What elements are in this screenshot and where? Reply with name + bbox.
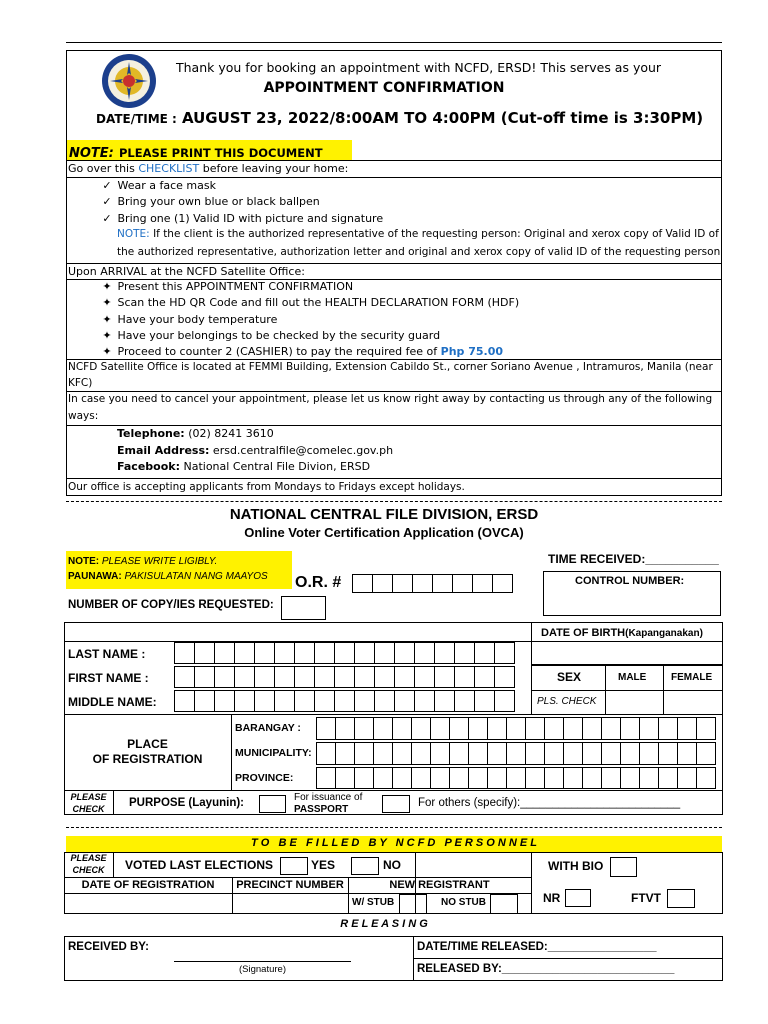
print-note-label: NOTE:: [69, 146, 114, 161]
province-boxes[interactable]: [316, 767, 715, 789]
input-cell[interactable]: [434, 642, 455, 664]
input-cell[interactable]: [372, 574, 393, 593]
or-label: O.R. #: [295, 574, 342, 591]
divider: [64, 877, 531, 878]
please-check-2: CHECK: [72, 804, 105, 814]
input-cell[interactable]: [274, 642, 295, 664]
office-hours: Our office is accepting applicants from Mondays to Fridays except holidays.: [68, 481, 465, 493]
last-name-boxes[interactable]: [174, 642, 514, 664]
input-cell[interactable]: [494, 666, 515, 688]
female-checkbox[interactable]: [664, 691, 722, 714]
input-cell[interactable]: [472, 574, 493, 593]
input-cell[interactable]: [414, 690, 435, 712]
voted-yes-checkbox[interactable]: [280, 857, 308, 875]
input-cell[interactable]: [468, 717, 488, 740]
input-cell[interactable]: [214, 666, 235, 688]
note-line: [68, 556, 217, 567]
arrival-heading: Upon ARRIVAL at the NCFD Satellite Office:: [68, 265, 305, 278]
pls-check-label: PLS. CHECK: [537, 696, 597, 707]
last-name-label: LAST NAME :: [68, 647, 146, 661]
input-cell[interactable]: [544, 742, 564, 765]
input-cell[interactable]: [449, 767, 469, 789]
input-cell[interactable]: [696, 767, 716, 789]
input-cell[interactable]: [335, 767, 355, 789]
input-cell[interactable]: [334, 690, 355, 712]
first-name-boxes[interactable]: [174, 666, 514, 688]
location-line2: KFC): [68, 377, 93, 389]
personnel-banner-text: T O B E F I L L E D B Y N C F D P E R S O N N E L: [250, 837, 538, 849]
input-cell[interactable]: [454, 642, 475, 664]
nr-label: NR: [543, 891, 561, 905]
releasing-label: R E L E A S I N G: [340, 918, 428, 930]
input-cell[interactable]: [334, 666, 355, 688]
check-item-text: Bring one (1) Valid ID with picture and signature: [117, 212, 384, 225]
dashed-separator: [66, 501, 722, 502]
divider: [231, 714, 232, 790]
divider: [64, 893, 531, 894]
municipality-label: MUNICIPALITY:: [235, 747, 312, 759]
arrival-item-5: [100, 345, 503, 358]
input-cell[interactable]: [430, 767, 450, 789]
input-cell[interactable]: [354, 717, 374, 740]
municipality-boxes[interactable]: [316, 742, 715, 765]
star-bullet-icon: ✦: [102, 345, 112, 358]
input-cell[interactable]: [274, 690, 295, 712]
precinct-label: PRECINCT NUMBER: [236, 879, 344, 891]
input-cell[interactable]: [294, 690, 315, 712]
personnel-check: CHECK: [72, 865, 105, 875]
issuance-line2: PASSPORT: [294, 804, 349, 815]
telephone-value: (02) 8241 3610: [188, 427, 274, 440]
star-bullet-icon: ✦: [102, 296, 112, 309]
arrival-item-2: [100, 296, 519, 309]
input-cell[interactable]: [314, 666, 335, 688]
input-cell[interactable]: [525, 742, 545, 765]
dob-label: [541, 627, 703, 639]
input-cell[interactable]: [394, 642, 415, 664]
input-cell[interactable]: [392, 717, 412, 740]
purpose-label: PURPOSE (Layunin):: [129, 797, 245, 809]
no-stub-checkbox[interactable]: [490, 894, 518, 914]
new-reg-label: NEW REGISTRANT: [389, 879, 490, 891]
input-cell[interactable]: [234, 642, 255, 664]
divider: [413, 958, 723, 959]
print-note-body: PLEASE PRINT THIS DOCUMENT: [118, 146, 323, 160]
input-cell[interactable]: [468, 742, 488, 765]
input-cell[interactable]: [394, 666, 415, 688]
input-cell[interactable]: [677, 717, 697, 740]
divider: [66, 263, 722, 264]
with-bio-checkbox[interactable]: [610, 857, 637, 877]
check-item-1: [100, 179, 216, 192]
email-label: Email Address:: [117, 444, 210, 457]
first-name-label: FIRST NAME :: [68, 671, 149, 685]
dob-text: DATE OF BIRTH: [541, 627, 626, 639]
input-cell[interactable]: [194, 642, 215, 664]
input-cell[interactable]: [373, 767, 393, 789]
input-cell[interactable]: [620, 717, 640, 740]
input-cell[interactable]: [454, 666, 475, 688]
others-checkbox[interactable]: [382, 795, 410, 813]
confirmation-title: APPOINTMENT CONFIRMATION: [263, 80, 505, 96]
copies-label: NUMBER OF COPY/IES REQUESTED:: [68, 599, 274, 611]
id-note-line1: [117, 228, 719, 240]
input-cell[interactable]: [392, 767, 412, 789]
input-cell[interactable]: [474, 690, 495, 712]
input-cell[interactable]: [474, 666, 495, 688]
input-cell[interactable]: [677, 767, 697, 789]
input-cell[interactable]: [334, 642, 355, 664]
input-cell[interactable]: [414, 666, 435, 688]
note-text: PLEASE WRITE LIGIBLY.: [101, 556, 218, 567]
cancel-line1: In case you need to cancel your appointment, please let us know right away by contacting us through any of the following: [68, 393, 713, 405]
input-cell[interactable]: [525, 767, 545, 789]
input-cell[interactable]: [430, 742, 450, 765]
input-cell[interactable]: [563, 767, 583, 789]
input-cell[interactable]: [563, 717, 583, 740]
barangay-boxes[interactable]: [316, 717, 715, 740]
input-cell[interactable]: [601, 717, 621, 740]
input-cell[interactable]: [506, 717, 526, 740]
input-cell[interactable]: [506, 742, 526, 765]
print-note-text: [69, 142, 323, 161]
input-cell[interactable]: [335, 717, 355, 740]
with-bio-label: WITH BIO: [548, 859, 604, 873]
input-cell[interactable]: [468, 767, 488, 789]
please-check-1: PLEASE: [70, 792, 107, 802]
input-cell[interactable]: [414, 642, 435, 664]
input-cell[interactable]: [254, 642, 275, 664]
male-label: MALE: [618, 672, 647, 683]
input-cell[interactable]: [354, 642, 375, 664]
female-label: FEMALE: [671, 672, 713, 683]
no-label: NO: [383, 858, 401, 872]
input-cell[interactable]: [394, 690, 415, 712]
check-item-text: Bring your own blue or black ballpen: [117, 195, 320, 208]
input-cell[interactable]: [316, 767, 336, 789]
email-row: [117, 444, 393, 457]
input-cell[interactable]: [411, 742, 431, 765]
divider: [66, 177, 722, 178]
divider: [66, 160, 722, 161]
input-cell[interactable]: [373, 717, 393, 740]
input-cell[interactable]: [658, 742, 678, 765]
input-cell[interactable]: [392, 574, 413, 593]
checklist-word: CHECKLIST: [138, 162, 200, 175]
form-title: NATIONAL CENTRAL FILE DIVISION, ERSD: [229, 506, 539, 523]
check-item-text: Wear a face mask: [117, 179, 216, 192]
arrival-item-text: Present this APPOINTMENT CONFIRMATION: [117, 280, 354, 293]
checklist-pre: Go over this: [68, 162, 135, 175]
input-cell[interactable]: [411, 717, 431, 740]
input-cell[interactable]: [563, 742, 583, 765]
ftvt-label: FTVT: [631, 891, 661, 905]
id-note-label: NOTE:: [117, 228, 150, 240]
cancel-line2: ways:: [68, 410, 99, 422]
arrival-item-3: [100, 313, 277, 326]
input-cell[interactable]: [194, 690, 215, 712]
input-cell[interactable]: [620, 742, 640, 765]
arrival-item-text: Have your body temperature: [117, 313, 278, 326]
divider: [113, 790, 114, 815]
input-cell[interactable]: [335, 742, 355, 765]
input-cell[interactable]: [658, 717, 678, 740]
check-item-3: [100, 212, 383, 225]
voted-no-checkbox[interactable]: [351, 857, 379, 875]
arrival-item-1: [100, 280, 353, 293]
arrival-item-text: Proceed to counter 2 (CASHIER) to pay the required fee of: [117, 345, 438, 358]
star-bullet-icon: ✦: [102, 313, 112, 326]
input-cell[interactable]: [234, 690, 255, 712]
check-item-2: [100, 195, 320, 208]
dob-input[interactable]: [531, 641, 723, 665]
input-cell[interactable]: [639, 767, 659, 789]
facebook-label: Facebook:: [117, 460, 180, 473]
released-by-label: RELEASED BY:___________________________: [417, 963, 675, 975]
telephone-row: [117, 427, 274, 440]
divider: [66, 425, 722, 426]
input-cell[interactable]: [373, 742, 393, 765]
others-label: For others (specify):_________________________: [418, 797, 681, 809]
input-cell[interactable]: [354, 666, 375, 688]
input-cell[interactable]: [492, 574, 513, 593]
voted-label: VOTED LAST ELECTIONS: [125, 858, 274, 872]
input-cell[interactable]: [677, 742, 697, 765]
input-cell[interactable]: [487, 742, 507, 765]
input-cell[interactable]: [174, 666, 195, 688]
input-cell[interactable]: [432, 574, 453, 593]
input-cell[interactable]: [582, 742, 602, 765]
yes-label: YES: [311, 858, 336, 872]
input-cell[interactable]: [474, 642, 495, 664]
checkmark-icon: ✓: [102, 195, 112, 208]
passport-checkbox[interactable]: [259, 795, 286, 813]
checklist-heading: [68, 162, 348, 175]
input-cell[interactable]: [639, 717, 659, 740]
input-cell[interactable]: [374, 642, 395, 664]
input-cell[interactable]: [487, 717, 507, 740]
checklist-post: before leaving your home:: [202, 162, 349, 175]
input-cell[interactable]: [354, 742, 374, 765]
signature-label: (Signature): [239, 964, 286, 975]
arrival-item-4: [100, 329, 440, 342]
divider: [531, 622, 532, 715]
control-number-label: CONTROL NUMBER:: [575, 575, 685, 587]
sex-label: SEX: [557, 670, 582, 684]
middle-name-boxes[interactable]: [174, 690, 514, 712]
input-cell[interactable]: [487, 767, 507, 789]
nr-checkbox[interactable]: [565, 889, 591, 907]
divider: [531, 665, 723, 666]
input-cell[interactable]: [506, 767, 526, 789]
input-cell[interactable]: [374, 666, 395, 688]
id-note-line2: the authorized representative, authorization letter and original and xerox copy of valid ID of the requesting person: [117, 246, 721, 258]
input-cell[interactable]: [620, 767, 640, 789]
w-stub-label: W/ STUB: [352, 897, 395, 908]
input-cell[interactable]: [494, 642, 515, 664]
input-cell[interactable]: [582, 767, 602, 789]
province-label: PROVINCE:: [235, 772, 294, 784]
input-cell[interactable]: [294, 642, 315, 664]
dashed-separator-2: [66, 827, 722, 828]
paunawa-label: PAUNAWA:: [68, 571, 122, 582]
input-cell[interactable]: [314, 642, 335, 664]
w-stub-checkbox[interactable]: [399, 894, 427, 914]
checkmark-icon: ✓: [102, 179, 112, 192]
divider: [64, 790, 723, 791]
fee-amount: Php 75.00: [440, 345, 504, 358]
input-cell[interactable]: [434, 690, 455, 712]
id-note-text: If the client is the authorized representative of the requesting person: Original and xerox copy of Valid ID of: [153, 228, 719, 240]
note-label: NOTE:: [68, 556, 100, 567]
place-label-1: PLACE: [127, 737, 168, 751]
divider: [66, 359, 722, 360]
time-received: TIME RECEIVED:___________: [548, 552, 719, 566]
male-checkbox[interactable]: [606, 691, 662, 714]
email-value: ersd.centralfile@comelec.gov.ph: [212, 444, 394, 457]
arrival-item-text: Scan the HD QR Code and fill out the HEALTH DECLARATION FORM (HDF): [117, 296, 520, 309]
checkmark-icon: ✓: [102, 212, 112, 225]
input-cell[interactable]: [374, 690, 395, 712]
input-cell[interactable]: [658, 767, 678, 789]
input-cell[interactable]: [354, 690, 375, 712]
signature-line[interactable]: [174, 961, 351, 962]
input-cell[interactable]: [544, 767, 564, 789]
input-cell[interactable]: [392, 742, 412, 765]
dob-sub: (Kapanganakan): [625, 628, 703, 639]
divider: [113, 852, 114, 877]
input-cell[interactable]: [452, 574, 473, 593]
middle-name-label: MIDDLE NAME:: [68, 695, 157, 709]
input-cell[interactable]: [430, 717, 450, 740]
input-cell[interactable]: [449, 742, 469, 765]
paunawa-text: PAKISULATAN NANG MAAYOS: [124, 571, 268, 582]
ftvt-checkbox[interactable]: [667, 889, 695, 908]
arrival-item-text: Have your belongings to be checked by the security guard: [117, 329, 441, 342]
divider: [64, 714, 723, 715]
input-cell[interactable]: [194, 666, 215, 688]
paunawa-line: [68, 571, 268, 582]
input-cell[interactable]: [352, 574, 373, 593]
divider: [66, 478, 722, 479]
input-cell[interactable]: [696, 717, 716, 740]
input-cell[interactable]: [234, 666, 255, 688]
input-cell[interactable]: [639, 742, 659, 765]
input-cell[interactable]: [214, 690, 235, 712]
facebook-value: National Central File Divion, ERSD: [183, 460, 371, 473]
date-reg-label: DATE OF REGISTRATION: [81, 879, 215, 891]
input-cell[interactable]: [316, 717, 336, 740]
input-cell[interactable]: [214, 642, 235, 664]
input-cell[interactable]: [449, 717, 469, 740]
facebook-row: [117, 460, 370, 473]
place-label-2: OF REGISTRATION: [92, 752, 203, 766]
top-rule: [66, 42, 722, 43]
or-number-boxes[interactable]: [352, 574, 512, 593]
input-cell[interactable]: [174, 642, 195, 664]
copies-input[interactable]: [281, 596, 326, 620]
date-released-label: DATE/TIME RELEASED:_________________: [417, 941, 657, 953]
issuance-line1: For issuance of: [294, 792, 363, 803]
location-line1: NCFD Satellite Office is located at FEMMI Building, Extension Cabildo St., corner Soriano Avenue , Intramuros, Manila (near: [68, 361, 713, 373]
form-subtitle: Online Voter Certification Application (OVCA): [244, 525, 524, 540]
input-cell[interactable]: [174, 690, 195, 712]
personnel-please: PLEASE: [70, 853, 107, 863]
input-cell[interactable]: [294, 666, 315, 688]
barangay-label: BARANGAY :: [235, 722, 301, 734]
input-cell[interactable]: [454, 690, 475, 712]
star-bullet-icon: ✦: [102, 280, 112, 293]
input-cell[interactable]: [601, 742, 621, 765]
input-cell[interactable]: [601, 767, 621, 789]
star-bullet-icon: ✦: [102, 329, 112, 342]
input-cell[interactable]: [696, 742, 716, 765]
received-by-label: RECEIVED BY:: [68, 941, 149, 953]
datetime-label: DATE/TIME :: [96, 112, 177, 126]
datetime-value: AUGUST 23, 2022/8:00AM TO 4:00PM (Cut-off time is 3:30PM): [181, 109, 704, 127]
input-cell[interactable]: [412, 574, 433, 593]
input-cell[interactable]: [494, 690, 515, 712]
input-cell[interactable]: [544, 717, 564, 740]
input-cell[interactable]: [254, 666, 275, 688]
input-cell[interactable]: [316, 742, 336, 765]
input-cell[interactable]: [411, 767, 431, 789]
input-cell[interactable]: [254, 690, 275, 712]
divider: [531, 852, 532, 914]
input-cell[interactable]: [314, 690, 335, 712]
divider: [66, 391, 722, 392]
no-stub-label: NO STUB: [441, 897, 486, 908]
intro-text: Thank you for booking an appointment with NCFD, ERSD! This serves as your: [176, 60, 662, 75]
input-cell[interactable]: [434, 666, 455, 688]
input-cell[interactable]: [525, 717, 545, 740]
datetime-row: [96, 108, 703, 127]
telephone-label: Telephone:: [117, 427, 185, 440]
input-cell[interactable]: [274, 666, 295, 688]
input-cell[interactable]: [354, 767, 374, 789]
input-cell[interactable]: [582, 717, 602, 740]
